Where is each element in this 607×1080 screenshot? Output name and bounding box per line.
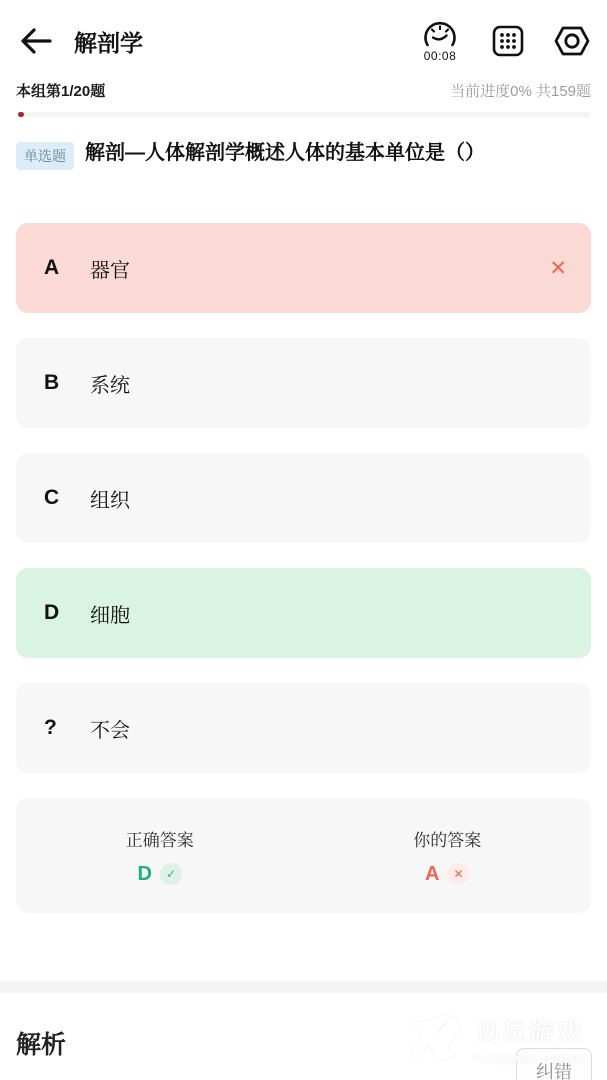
- option-key: ?: [44, 716, 57, 739]
- option-key: A: [44, 256, 60, 279]
- watermark-name: 仍玩游戏: [475, 1019, 584, 1046]
- option-key: C: [44, 486, 60, 509]
- option-a[interactable]: [16, 223, 591, 313]
- record-target-icon: [553, 23, 591, 59]
- header-actions: [417, 20, 591, 63]
- correct-answer-label: 正确答案: [125, 830, 194, 850]
- header: [0, 0, 607, 72]
- correct-answer-col: [16, 826, 304, 886]
- correct-answer-letter: D: [137, 862, 152, 885]
- option-key: B: [44, 371, 60, 394]
- option-c[interactable]: [16, 453, 591, 543]
- option-label: 不会: [90, 719, 130, 742]
- back-button[interactable]: [20, 23, 56, 59]
- correct-answer-value: [138, 863, 182, 886]
- timer-button[interactable]: [417, 20, 463, 63]
- watermark-subtitle: Rengwan Games: [472, 1050, 587, 1066]
- record-button[interactable]: [553, 23, 591, 59]
- timer-icon: [422, 20, 458, 48]
- your-answer-label: 你的答案: [413, 830, 482, 850]
- option-key: D: [44, 601, 60, 624]
- your-answer-letter: A: [425, 862, 440, 885]
- progress-bar-fill: [18, 112, 24, 117]
- option-d[interactable]: [16, 568, 591, 658]
- your-answer-value: [425, 863, 469, 886]
- option-label: 器官: [90, 259, 130, 282]
- report-error-button[interactable]: 纠错: [516, 1048, 592, 1080]
- progress-bar: [16, 112, 591, 117]
- answer-summary-card: [16, 798, 591, 913]
- section-divider: [0, 981, 607, 993]
- progress-info: [0, 72, 607, 101]
- cross-icon: ✕: [447, 863, 469, 885]
- question-block: [0, 117, 607, 170]
- page-title: 解剖学: [74, 29, 143, 56]
- your-answer-col: [304, 826, 592, 886]
- back-arrow-icon: [20, 28, 52, 54]
- option-label: 组织: [90, 489, 130, 512]
- question-type-badge: 单选题: [16, 142, 74, 170]
- analysis-heading: 解析: [16, 1031, 67, 1059]
- question-text: 解剖—人体解剖学概述人体的基本单位是（）: [85, 142, 485, 164]
- answer-sheet-button[interactable]: [491, 24, 525, 58]
- option-unknown[interactable]: [16, 683, 591, 773]
- option-label: 细胞: [90, 604, 130, 627]
- timer-value: 00:08: [423, 48, 457, 63]
- group-progress-text: 本组第1/20题: [16, 83, 106, 100]
- option-b[interactable]: [16, 338, 591, 428]
- check-icon: ✓: [160, 863, 182, 885]
- options-list: [0, 223, 607, 773]
- wrong-icon: ✕: [549, 256, 567, 280]
- option-label: 系统: [90, 374, 130, 397]
- answer-grid-icon: [491, 24, 525, 58]
- overall-progress-text: 当前进度0% 共159题: [450, 83, 591, 100]
